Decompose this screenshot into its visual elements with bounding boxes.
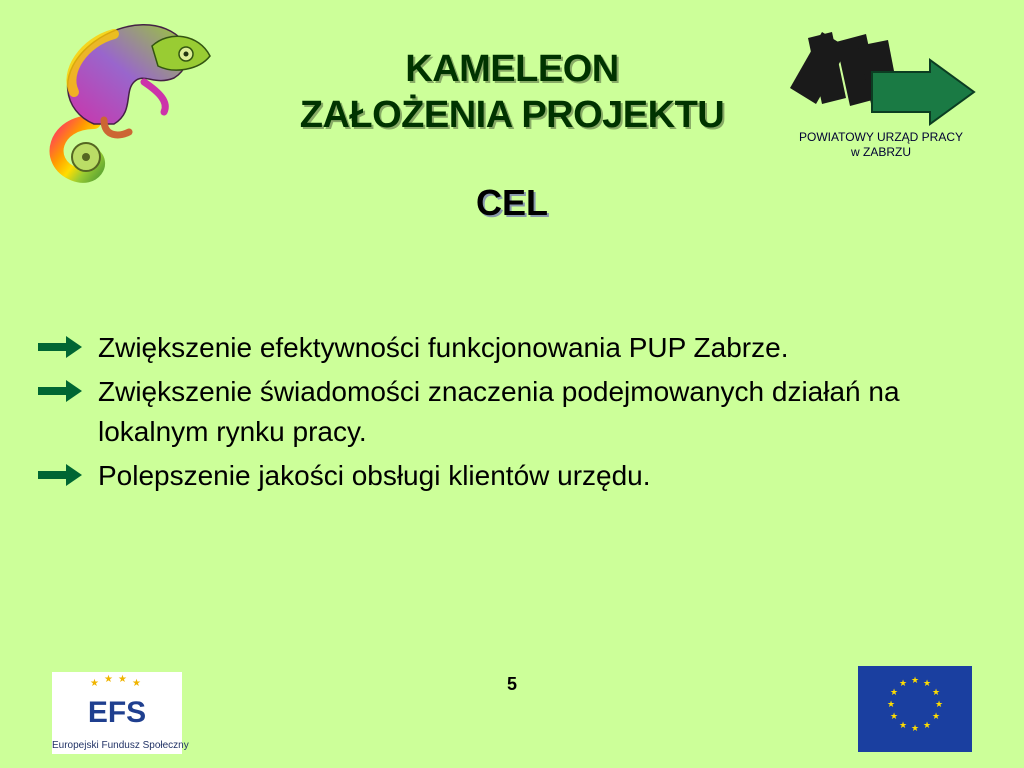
chameleon-icon bbox=[34, 12, 214, 184]
svg-text:★: ★ bbox=[922, 679, 932, 689]
svg-text:★: ★ bbox=[118, 674, 127, 685]
bullet-text: Polepszenie jakości obsługi klientów urzędu. bbox=[98, 460, 651, 491]
svg-text:★: ★ bbox=[910, 724, 920, 734]
efs-caption: Europejski Fundusz Społeczny bbox=[52, 740, 189, 751]
title-line-1: KAMELEON bbox=[405, 48, 619, 90]
org-caption-line-2: w ZABRZU bbox=[851, 145, 911, 159]
org-caption-line-1: POWIATOWY URZĄD PRACY bbox=[798, 130, 963, 144]
org-caption bbox=[780, 130, 982, 160]
efs-logo-text: EFS bbox=[87, 696, 147, 729]
pup-logo-icon bbox=[788, 28, 978, 128]
list-item bbox=[38, 328, 998, 368]
svg-text:★: ★ bbox=[889, 688, 899, 698]
section-heading: CEL bbox=[476, 182, 548, 223]
bullet-list bbox=[38, 328, 998, 500]
svg-text:★: ★ bbox=[931, 688, 941, 698]
list-item bbox=[38, 456, 998, 496]
bullet-text: Zwiększenie świadomości znaczenia podejmowanych działań na lokalnym rynku pracy. bbox=[98, 376, 900, 447]
efs-mark-icon bbox=[52, 672, 182, 734]
svg-text:★: ★ bbox=[898, 721, 908, 731]
svg-text:★: ★ bbox=[922, 721, 932, 731]
svg-text:★: ★ bbox=[886, 700, 896, 710]
svg-text:★: ★ bbox=[132, 678, 141, 689]
svg-text:★: ★ bbox=[931, 712, 941, 722]
svg-text:★: ★ bbox=[90, 678, 99, 689]
page-number: 5 bbox=[506, 674, 517, 694]
bullet-text: Zwiększenie efektywności funkcjonowania PUP Zabrze. bbox=[98, 332, 789, 363]
svg-text:★: ★ bbox=[934, 700, 944, 710]
svg-text:★: ★ bbox=[104, 674, 113, 685]
svg-text:★: ★ bbox=[910, 676, 920, 686]
page-title bbox=[230, 46, 794, 138]
arrow-right-icon bbox=[38, 464, 82, 486]
list-item bbox=[38, 372, 998, 452]
svg-text:★: ★ bbox=[889, 712, 899, 722]
arrow-right-icon bbox=[38, 380, 82, 402]
eu-flag-icon bbox=[858, 666, 972, 752]
arrow-right-icon bbox=[38, 336, 82, 358]
efs-logo bbox=[52, 672, 189, 754]
svg-text:★: ★ bbox=[898, 679, 908, 689]
title-line-2: ZAŁOŻENIA PROJEKTU bbox=[299, 94, 725, 136]
